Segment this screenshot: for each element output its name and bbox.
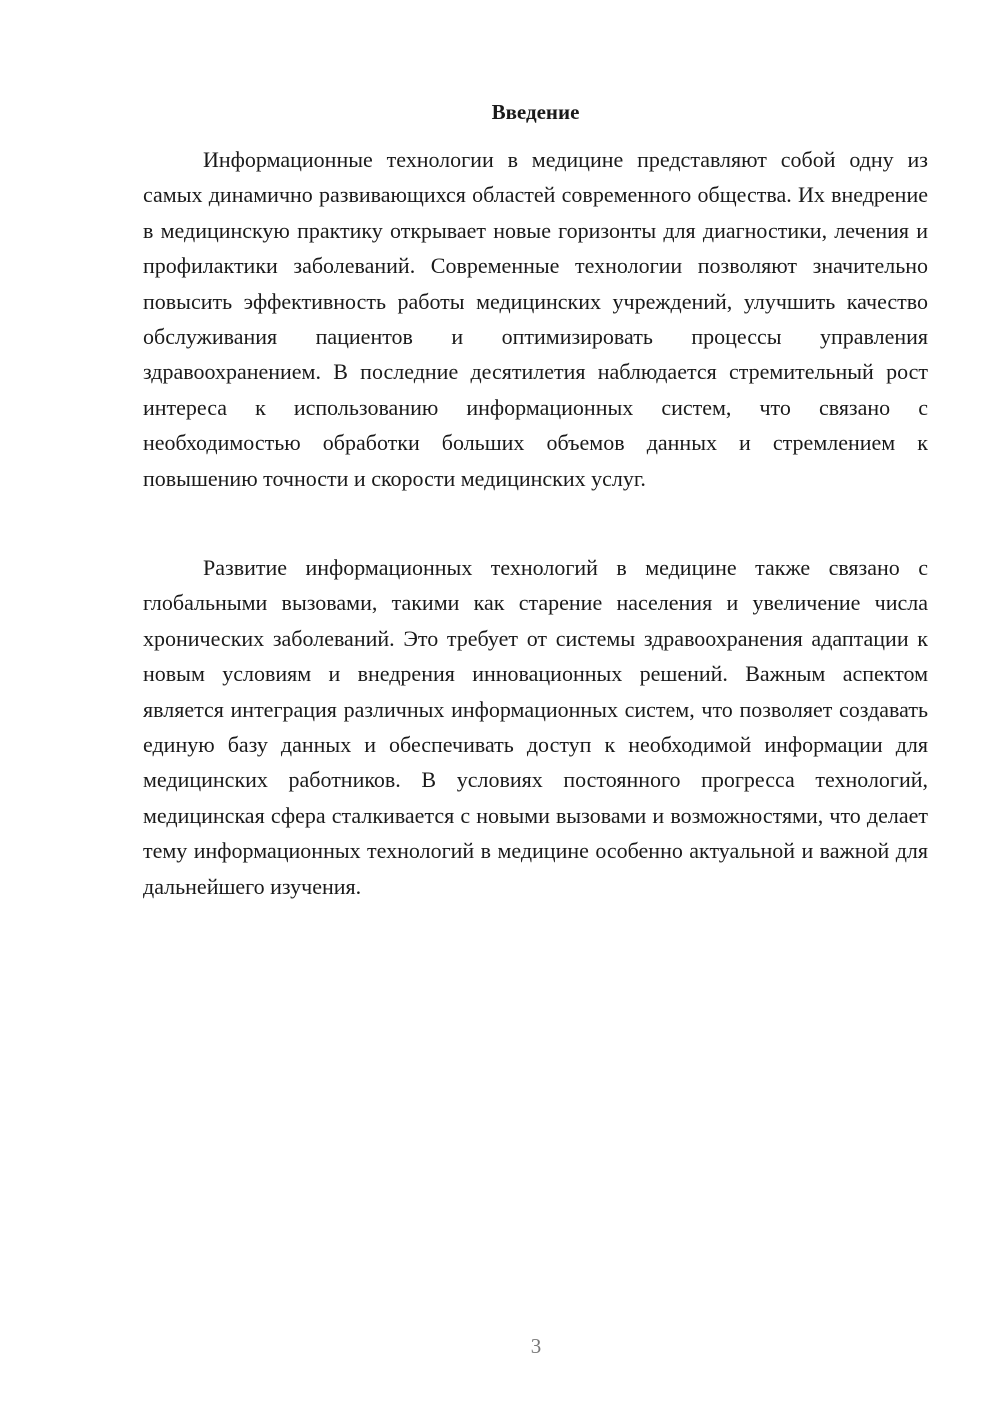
paragraph-2: Развитие информационных технологий в медицине также связано с глобальными вызовами, такими как старение населения и увеличение числа хронических заболеваний. Это требует от системы здравоохранения адаптации к новым условиям и внедрения инновационных решений. Важным аспектом является интеграция различных информационных систем, что позволяет создавать единую базу данных и обеспечивать доступ к необходимой информации для медицинских работников. В условиях постоянного прогресса технологий, медицинская сфера сталкивается с новыми вызовами и возможностями, что делает тему информационных технологий в медицине особенно актуальной и важной для дальнейшего изучения. [143, 555, 928, 899]
paragraph-1: Информационные технологии в медицине представляют собой одну из самых динамично развивающихся областей современного общества. Их внедрение в медицинскую практику открывает новые горизонты для диагностики, лечения и профилактики заболеваний. Современные технологии позволяют значительно повысить эффективность работы медицинских учреждений, улучшить качество обслуживания пациентов и оптимизировать процессы управления здравоохранением. В последние десятилетия наблюдается стремительный рост интереса к использованию информационных систем, что связано с необходимостью обработки больших объемов данных и стремлением к повышению точности и скорости медицинских услуг. [143, 147, 928, 491]
page-number: 3 [530, 1334, 542, 1358]
section-heading: Введение [491, 100, 580, 124]
